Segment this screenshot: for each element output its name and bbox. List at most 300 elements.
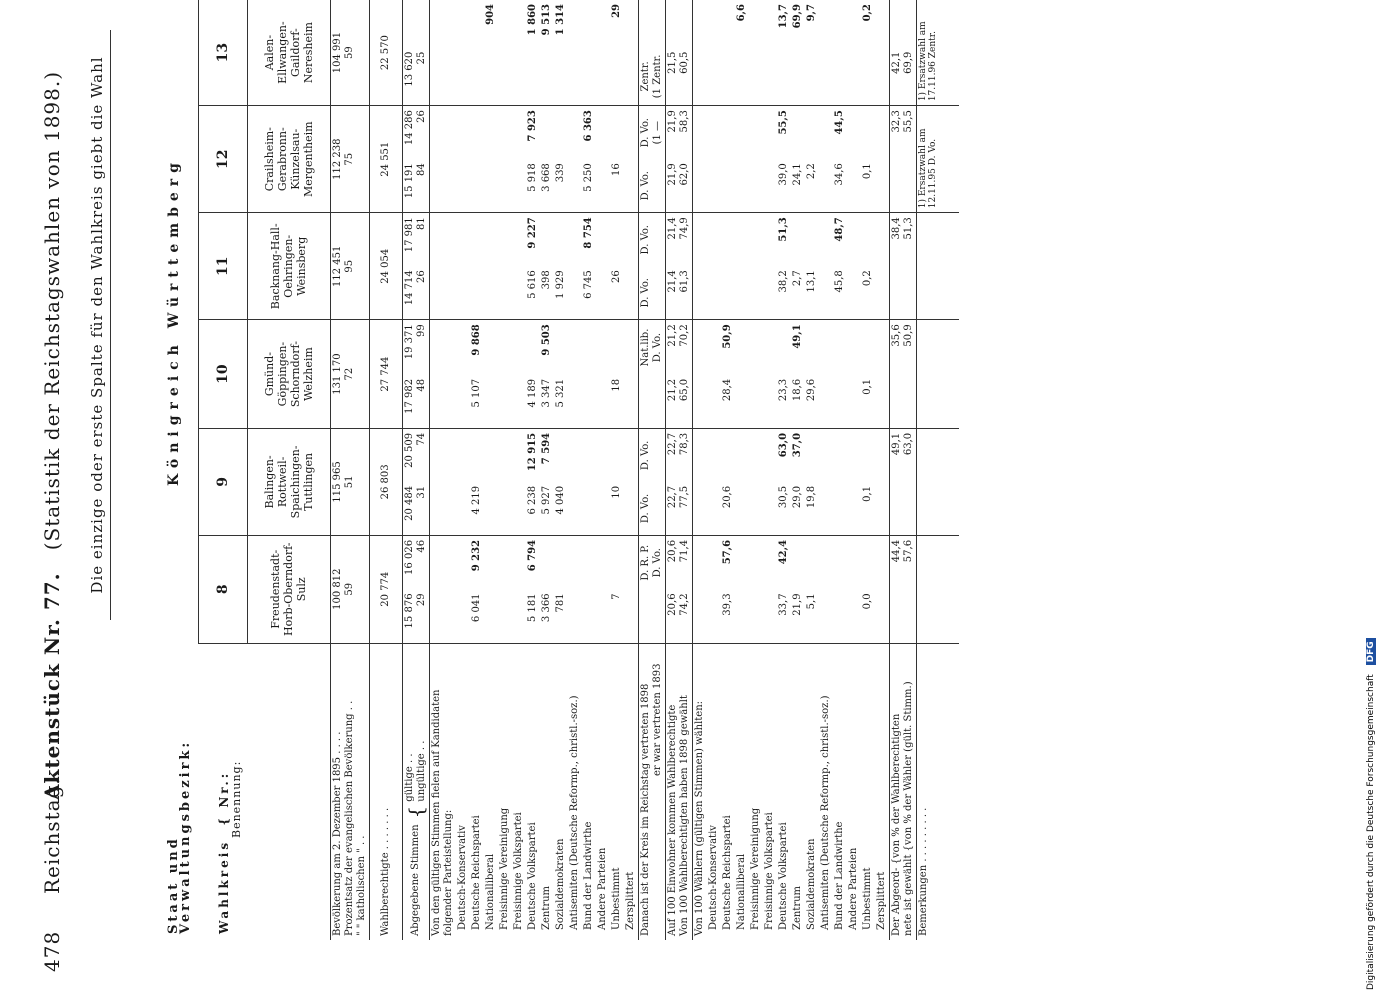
party-votes <box>596 375 610 429</box>
party-pct <box>819 48 833 106</box>
party-pct: 44,5 <box>833 110 845 135</box>
wahlber-label <box>369 643 402 940</box>
party-name: Sozialdemokraten <box>805 838 817 930</box>
party-pct-row <box>749 0 763 940</box>
party-votes <box>484 428 498 482</box>
party-votes <box>512 535 526 589</box>
party-row <box>568 0 582 940</box>
party-pct: 34,6 <box>833 159 847 213</box>
spacer-cell <box>429 375 456 429</box>
party-votes <box>512 159 526 213</box>
vert-1893: (1 — <box>651 120 663 145</box>
party-votes: 339 <box>554 159 568 213</box>
party-name: Sozialdemokraten <box>554 838 566 930</box>
party-votes <box>470 213 484 267</box>
per100-cell <box>665 589 692 643</box>
party-pct: 5,1 <box>805 589 819 643</box>
party-votes <box>512 482 526 536</box>
bemerkung-cell <box>916 535 959 643</box>
party-pct <box>805 106 819 160</box>
party-votes <box>596 320 610 375</box>
party-votes: 5 321 <box>554 375 568 429</box>
party-votes <box>484 589 498 643</box>
wahlber-value: 24 551 <box>379 141 391 177</box>
party-pct <box>861 48 875 106</box>
page-number: 478 <box>40 930 64 972</box>
party-votes: 781 <box>554 589 568 643</box>
party-votes: 4 040 <box>554 482 568 536</box>
party-votes <box>470 428 484 482</box>
per100-a: Auf 100 Einwohner kommen Wahlberechtigte <box>666 704 678 936</box>
abgeord-cell <box>889 48 916 106</box>
party-pct <box>721 428 735 482</box>
gewaehlt-value: 61,3 <box>678 270 690 293</box>
abg-waehl: 50,9 <box>902 324 914 347</box>
name-row-label <box>247 643 330 940</box>
party-votes <box>624 0 639 48</box>
party-name: Nationalliberal <box>735 853 747 930</box>
party-pct <box>791 535 805 589</box>
party-votes: 29 <box>610 4 622 18</box>
party-pct <box>707 320 721 375</box>
header-reichstag: Reichstag. <box>40 777 64 895</box>
party-pct <box>735 106 749 160</box>
party-label <box>526 643 540 940</box>
party-pct <box>777 48 791 106</box>
party-pct: 0,0 <box>861 589 875 643</box>
ungueltig-value: 29 <box>415 593 427 607</box>
party-pct <box>763 213 777 267</box>
doc-title: Aktenstück Nr. 77. <box>40 572 64 800</box>
bemerkungen-label <box>916 643 959 940</box>
party-pct <box>875 320 890 375</box>
party-pct <box>875 0 890 48</box>
party-votes: 6 794 <box>526 539 538 572</box>
stimmen-cell <box>402 0 429 48</box>
gueltig-value: 17 982 <box>403 378 415 414</box>
party-votes: 5 107 <box>470 375 484 429</box>
district-number: 11 <box>198 213 247 320</box>
page-header-title <box>40 71 64 800</box>
party-pct <box>847 482 861 536</box>
party-votes <box>568 213 582 267</box>
spacer-cell <box>692 0 707 48</box>
party-votes <box>624 213 639 267</box>
party-votes <box>582 589 596 643</box>
party-votes <box>610 48 624 106</box>
wahlber-value: 26 803 <box>379 464 391 500</box>
party-votes <box>568 428 582 482</box>
party-pct <box>763 589 777 643</box>
abgeord-cell <box>889 375 916 429</box>
party-pct <box>735 589 749 643</box>
abg-ber: 44,4 <box>890 539 902 563</box>
party-name: Freisinnige Volkspartei <box>512 812 524 930</box>
party-pct <box>847 428 861 482</box>
party-pct <box>763 159 777 213</box>
party-votes <box>568 106 582 160</box>
evang-value: 59 <box>343 582 355 596</box>
party-pct <box>707 482 721 536</box>
party-votes: 5 918 <box>526 159 540 213</box>
party-pct <box>847 106 861 160</box>
party-votes <box>512 428 526 482</box>
spacer-cell <box>692 428 707 482</box>
spacer-cell <box>692 213 707 267</box>
party-pct <box>847 320 861 375</box>
party-pct <box>735 428 749 482</box>
party-votes <box>456 159 470 213</box>
gewaehlt-value: 65,0 <box>678 378 690 402</box>
party-pct <box>721 48 735 106</box>
party-votes <box>540 213 554 267</box>
party-pct-row <box>735 0 749 940</box>
party-pct <box>763 266 777 320</box>
party-votes <box>512 266 526 320</box>
stimmen-cell <box>402 375 429 429</box>
party-pct <box>847 375 861 429</box>
party-votes <box>554 213 568 267</box>
party-votes <box>554 320 568 375</box>
party-pct: 39,3 <box>721 589 735 643</box>
label-staat <box>150 643 247 940</box>
party-pct-row <box>847 0 861 940</box>
party-pct <box>721 0 735 48</box>
vertreten-cell <box>638 159 665 213</box>
gueltig-value: 16 026 <box>403 539 415 575</box>
party-pct <box>749 428 763 482</box>
party-votes: 9 503 <box>540 324 552 356</box>
abg-waehl: 57,6 <box>902 539 914 563</box>
party-votes <box>470 0 484 48</box>
party-votes: 1 860 <box>526 4 538 36</box>
party-votes: 6 238 <box>526 482 540 536</box>
vert-1898: Zentr. <box>639 61 651 92</box>
party-pct <box>707 428 721 482</box>
party-votes <box>498 48 512 106</box>
party-pct-label <box>861 643 875 940</box>
party-votes <box>456 535 470 589</box>
bev-value: 100 812 <box>331 568 343 610</box>
ungueltig-value: 84 <box>415 163 427 176</box>
bemerkung-cell <box>916 213 959 320</box>
abgeord-cell <box>889 106 916 160</box>
doc-subtitle: (Statistik der Reichstagswahlen von 1898.) <box>40 70 64 551</box>
party-pct <box>805 535 819 589</box>
gueltig-value: 14 286 <box>403 110 415 146</box>
party-votes <box>498 0 512 48</box>
party-votes <box>596 159 610 213</box>
party-pct <box>749 159 763 213</box>
party-votes: 10 <box>610 482 624 536</box>
stimmen-main-label: Abgegebene Stimmen <box>409 824 421 936</box>
party-row <box>554 0 568 940</box>
party-votes <box>596 428 610 482</box>
party-pct <box>833 48 847 106</box>
party-votes <box>624 589 639 643</box>
vertreten-cell <box>638 106 665 160</box>
district-name: Crailsheim-Gerabronn-Künzelsau-Mergentheim <box>247 106 330 213</box>
party-votes <box>456 589 470 643</box>
vertreten-1898-label: Danach ist der Kreis im Reichstag vertreten 1898 <box>639 683 651 936</box>
party-pct <box>819 266 833 320</box>
party-votes <box>484 535 498 589</box>
party-pct <box>847 0 861 48</box>
party-pct <box>749 213 763 267</box>
party-votes <box>498 428 512 482</box>
party-votes <box>610 213 624 267</box>
party-pct <box>749 48 763 106</box>
einw-value: 22,7 <box>666 485 678 509</box>
vertreten-row <box>638 0 665 940</box>
party-row <box>484 0 498 940</box>
party-pct <box>735 266 749 320</box>
gewaehlt-value: 62,0 <box>678 163 690 186</box>
district-number: 12 <box>198 106 247 213</box>
party-name: Bund der Landwirthe <box>833 821 845 930</box>
spacer-cell <box>429 482 456 536</box>
party-votes: 6 363 <box>582 110 594 142</box>
party-votes <box>498 375 512 429</box>
wahlber-value: 20 774 <box>379 571 391 607</box>
einw-value: 21,9 <box>666 163 678 186</box>
evang-value: 51 <box>343 475 355 489</box>
party-pct <box>707 159 721 213</box>
party-pct <box>763 320 777 375</box>
staat-label: Staat und Verwaltungsbezirk: <box>166 739 193 934</box>
party-pct <box>721 106 735 160</box>
party-votes <box>512 0 526 48</box>
party-votes: 9 232 <box>470 539 482 572</box>
party-name: Freisinnige Volkspartei <box>763 812 775 930</box>
party-label <box>582 643 596 940</box>
einw-value: 21,2 <box>666 324 678 347</box>
spacer-cell <box>429 0 456 48</box>
party-pct <box>749 589 763 643</box>
party-pct <box>819 589 833 643</box>
spacer-cell <box>692 535 707 589</box>
stimmen-label <box>402 643 429 940</box>
bemerkungen-text: Bemerkungen . . . . . . . . . <box>917 807 929 936</box>
party-votes <box>456 48 470 106</box>
ungueltig-value: 26 <box>415 110 427 123</box>
party-pct: 49,1 <box>791 324 803 349</box>
ungueltig-value: 25 <box>415 51 427 65</box>
party-pct: 51,3 <box>777 217 789 242</box>
party-votes <box>512 375 526 429</box>
abg-waehl: 51,3 <box>902 217 914 240</box>
party-name: Zersplittert <box>624 871 636 930</box>
vertreten-cell <box>638 535 665 589</box>
population-cell <box>330 320 369 429</box>
spacer-cell <box>692 320 707 375</box>
nr-label: Nr.: <box>217 770 231 808</box>
party-votes <box>596 266 610 320</box>
bev-value: 112 451 <box>331 245 343 287</box>
gueltig-value: 17 981 <box>403 217 415 253</box>
ungueltig-value: 74 <box>415 432 427 446</box>
party-name: Deutsche Reichspartei <box>721 815 733 930</box>
party-votes <box>568 589 582 643</box>
party-row <box>540 0 554 940</box>
population-cell <box>330 106 369 213</box>
gewaehlt-value: 58,3 <box>678 110 690 133</box>
wahlber-text: Wahlberechtigte . . . . . . . <box>379 807 391 936</box>
party-name: Unbestimmt <box>610 867 622 930</box>
district-number: 8 <box>198 535 247 643</box>
party-pct <box>875 48 890 106</box>
party-pct <box>749 0 763 48</box>
party-votes: 398 <box>540 266 554 320</box>
einw-value: 21,4 <box>666 270 678 293</box>
party-votes <box>498 213 512 267</box>
vert-1893: D. Vo. <box>651 332 663 363</box>
party-label <box>456 643 470 940</box>
district-name: Backnang-Hall-Oehringen-Weinsberg <box>247 213 330 320</box>
side-credit-text: Digitalisierung gefördert durch die Deutsche Forschungsgemeinschaft <box>1366 674 1376 990</box>
party-votes <box>470 159 484 213</box>
wahlber-cell <box>369 106 402 213</box>
party-pct: 0,1 <box>861 375 875 429</box>
abgeord-cell <box>889 213 916 267</box>
party-pct-row <box>707 0 721 940</box>
party-pct <box>763 535 777 589</box>
gewaehlt-value: 78,3 <box>678 432 690 456</box>
district-name: Balingen-Rottweil-Spaichingen-Tuttlingen <box>247 428 330 535</box>
spacer-cell <box>429 535 456 589</box>
population-label <box>330 643 369 940</box>
bemerkung-cell: 1) Ersatzwahl am 17.11.96 Zentr. <box>916 0 959 106</box>
wahlkreis-group: Wahlkreis { Nr.: Benennung: <box>217 760 243 934</box>
stimmen-cell <box>402 159 429 213</box>
district-number: 9 <box>198 428 247 535</box>
abgeord-cell <box>889 320 916 375</box>
evang-value: 72 <box>343 367 355 381</box>
party-pct-label <box>791 643 805 940</box>
party-pct: 6,6 <box>735 4 747 22</box>
per100-b: Von 100 Wahlberechtigten haben 1898 gewählt <box>678 695 690 936</box>
party-votes <box>526 48 540 106</box>
party-name: Deutsche Volkspartei <box>526 822 538 930</box>
vertreten-1893-label: er war vertreten 1893 <box>651 663 663 776</box>
party-pct: 0,1 <box>861 482 875 536</box>
party-pct <box>749 320 763 375</box>
gueltig-value: 15 191 <box>403 163 415 199</box>
party-pct <box>777 320 791 375</box>
stimmen-gueltig-label: gültige . . <box>403 753 415 802</box>
election-table <box>150 0 959 940</box>
party-pct <box>805 213 819 267</box>
vertreten-cell <box>638 375 665 429</box>
abg-ber: 38,4 <box>890 217 902 240</box>
party-pct <box>861 106 875 160</box>
population-cell <box>330 213 369 320</box>
party-pct <box>735 320 749 375</box>
gewaehlt-value: 71,4 <box>678 539 690 563</box>
spacer-cell <box>429 159 456 213</box>
party-votes: 9 513 <box>540 4 552 36</box>
einw-value: 21,5 <box>666 51 678 74</box>
party-votes <box>484 213 498 267</box>
party-pct <box>847 159 861 213</box>
vertreten-cell <box>638 0 665 48</box>
stimmen-cell <box>402 320 429 375</box>
state-heading: Königreich Württemberg <box>150 0 198 643</box>
party-name: Andere Parteien <box>847 847 859 930</box>
vert-1893: D. Vo. <box>651 548 663 578</box>
benennung-label: Benennung: <box>230 760 243 838</box>
party-pct <box>749 106 763 160</box>
party-pct: 19,8 <box>805 482 819 536</box>
party-votes <box>512 106 526 160</box>
wahlber-value: 27 744 <box>379 356 391 392</box>
party-votes <box>456 375 470 429</box>
party-votes <box>568 320 582 375</box>
party-intro-row <box>429 0 456 940</box>
party-pct <box>791 106 805 160</box>
party-votes <box>624 320 639 375</box>
party-votes <box>512 589 526 643</box>
party-pct <box>861 213 875 267</box>
party-label <box>512 643 526 940</box>
per100-row <box>665 0 692 940</box>
party-pct <box>875 159 890 213</box>
party-votes <box>498 320 512 375</box>
party-pct-label <box>875 643 890 940</box>
gewaehlt-value: 60,5 <box>678 51 690 74</box>
party-pct <box>847 213 861 267</box>
party-pct: 2,2 <box>805 159 819 213</box>
district-name: Aalen-Ellwangen-Gaildorf-Neresheim <box>247 0 330 106</box>
wahlber-cell <box>369 535 402 643</box>
district-name: Freudenstadt-Horb-Oberndorf-Sulz <box>247 535 330 643</box>
party-pct <box>791 213 805 267</box>
wahlkreis-label: Wahlkreis <box>217 839 231 934</box>
party-name: Deutsche Volkspartei <box>777 822 789 930</box>
population-cell <box>330 0 369 106</box>
vertreten-cell <box>638 48 665 106</box>
spacer-cell <box>429 106 456 160</box>
party-name: Deutsch-Konservativ <box>456 825 468 930</box>
party-pct-row <box>819 0 833 940</box>
party-votes <box>624 106 639 160</box>
party-votes <box>470 48 484 106</box>
party-votes <box>582 48 596 106</box>
spacer-cell <box>429 320 456 375</box>
abgeord-cell <box>889 159 916 213</box>
party-pct <box>763 0 777 48</box>
party-pct-label <box>735 643 749 940</box>
party-pct: 23,3 <box>777 375 791 429</box>
party-pct: 0,2 <box>861 4 873 22</box>
party-pct-row <box>721 0 735 940</box>
party-pct <box>805 320 819 375</box>
ungueltig-value: 99 <box>415 324 427 338</box>
party-row <box>596 0 610 940</box>
party-votes <box>596 48 610 106</box>
party-pct: 0,1 <box>861 159 875 213</box>
party-pct <box>861 320 875 375</box>
party-votes <box>484 482 498 536</box>
party-votes <box>610 428 624 482</box>
party-votes <box>484 266 498 320</box>
party-pct <box>861 428 875 482</box>
party-pct: 2,7 <box>791 266 805 320</box>
party-votes <box>596 0 610 48</box>
party-pct-row <box>861 0 875 940</box>
party-pct <box>749 535 763 589</box>
party-votes: 26 <box>610 266 624 320</box>
